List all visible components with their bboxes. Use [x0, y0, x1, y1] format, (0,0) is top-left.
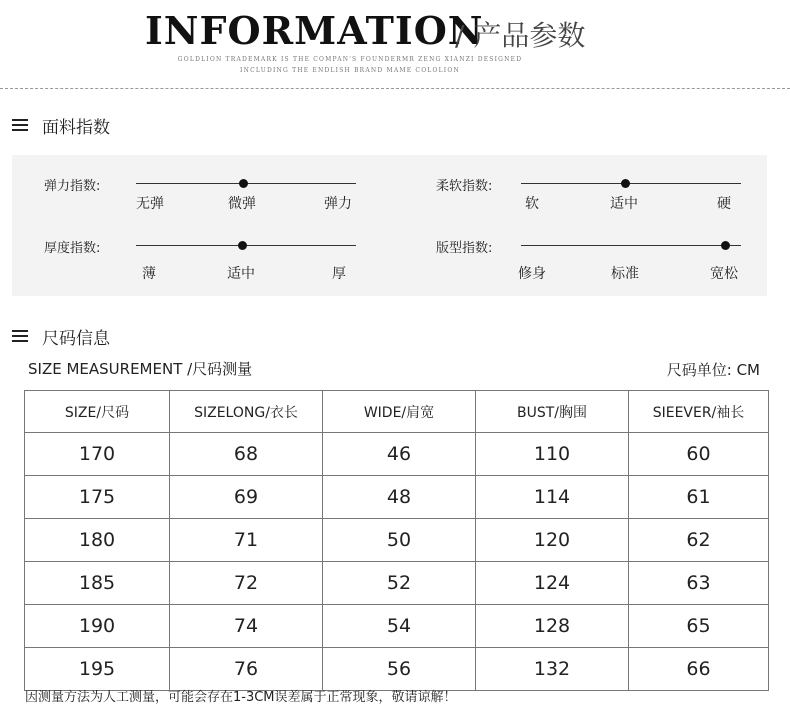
- table-cell: 128: [476, 605, 629, 648]
- metric-option: 薄: [142, 266, 156, 282]
- table-cell: 54: [323, 605, 476, 648]
- table-cell: 66: [629, 648, 769, 691]
- list-icon: [12, 118, 28, 132]
- column-header: SIZE/尺码: [25, 391, 170, 433]
- table-cell: 52: [323, 562, 476, 605]
- table-row: [25, 605, 769, 648]
- table-cell: 76: [170, 648, 323, 691]
- table-cell: 114: [476, 476, 629, 519]
- fabric-index-panel: [12, 155, 767, 296]
- metric-track: [521, 245, 741, 246]
- column-header: SIEEVER/袖长: [629, 391, 769, 433]
- header-divider: [0, 88, 790, 89]
- table-cell: 170: [25, 433, 170, 476]
- size-unit: 尺码单位: CM: [666, 361, 760, 379]
- table-cell: 124: [476, 562, 629, 605]
- table-cell: 74: [170, 605, 323, 648]
- table-row: [25, 519, 769, 562]
- list-icon: [12, 329, 28, 343]
- table-cell: 69: [170, 476, 323, 519]
- table-cell: 56: [323, 648, 476, 691]
- metric-label: 柔软指数:: [436, 179, 493, 194]
- table-cell: 110: [476, 433, 629, 476]
- size-table: [24, 390, 769, 691]
- metric-option: 标准: [611, 266, 639, 282]
- metric-option: 硬: [717, 196, 731, 212]
- metric-option: 无弹: [136, 196, 164, 212]
- table-cell: 60: [629, 433, 769, 476]
- table-cell: 175: [25, 476, 170, 519]
- table-cell: 68: [170, 433, 323, 476]
- table-cell: 61: [629, 476, 769, 519]
- info-header: [0, 0, 790, 86]
- metric-marker: [238, 241, 247, 250]
- page-title: INFORMATION: [145, 8, 484, 53]
- table-cell: 190: [25, 605, 170, 648]
- metric-option: 修身: [518, 266, 546, 282]
- table-cell: 48: [323, 476, 476, 519]
- table-row: [25, 562, 769, 605]
- brand-subtitle-line1: GOLDLION TRADEMARK IS THE COMPAN'S FOUNDERMR ZENG XIANZI DESIGNED: [177, 56, 523, 63]
- metric-label: 弹力指数:: [44, 179, 101, 194]
- metric-track: [521, 183, 741, 184]
- metric-option: 宽松: [710, 266, 738, 282]
- metric-option: 适中: [227, 266, 255, 282]
- table-cell: 180: [25, 519, 170, 562]
- table-cell: 120: [476, 519, 629, 562]
- table-cell: 72: [170, 562, 323, 605]
- page-title-cn: / 产品参数: [455, 19, 586, 52]
- size-section-title: 尺码信息: [42, 328, 110, 349]
- table-cell: 62: [629, 519, 769, 562]
- table-row: [25, 476, 769, 519]
- table-cell: 132: [476, 648, 629, 691]
- table-cell: 50: [323, 519, 476, 562]
- metric-marker: [621, 179, 630, 188]
- table-cell: 71: [170, 519, 323, 562]
- metric-marker: [239, 179, 248, 188]
- column-header: SIZELONG/衣长: [170, 391, 323, 433]
- table-cell: 185: [25, 562, 170, 605]
- table-cell: 63: [629, 562, 769, 605]
- metric-option: 厚: [332, 266, 346, 282]
- size-measurement-caption: SIZE MEASUREMENT /尺码测量: [28, 360, 253, 378]
- table-cell: 65: [629, 605, 769, 648]
- measurement-disclaimer: 因测量方法为人工测量，可能会存在1-3CM误差属于正常现象，敬请谅解！: [25, 690, 457, 705]
- size-section-heading: [12, 324, 110, 348]
- table-cell: 195: [25, 648, 170, 691]
- metric-marker: [721, 241, 730, 250]
- metric-label: 版型指数:: [436, 241, 493, 256]
- metric-option: 适中: [610, 196, 638, 212]
- brand-subtitle-line2: INCLUDING THE ENDLISH BRAND MAME COLOLION: [240, 67, 460, 74]
- table-cell: 46: [323, 433, 476, 476]
- metric-option: 微弹: [228, 196, 256, 212]
- column-header: BUST/胸围: [476, 391, 629, 433]
- table-row: [25, 648, 769, 691]
- table-header-row: [25, 391, 769, 433]
- metric-label: 厚度指数:: [44, 241, 101, 256]
- column-header: WIDE/肩宽: [323, 391, 476, 433]
- table-row: [25, 433, 769, 476]
- metric-option: 弹力: [324, 196, 352, 212]
- fabric-section-title: 面料指数: [42, 117, 110, 138]
- fabric-section-heading: [12, 113, 110, 137]
- metric-option: 软: [525, 196, 539, 212]
